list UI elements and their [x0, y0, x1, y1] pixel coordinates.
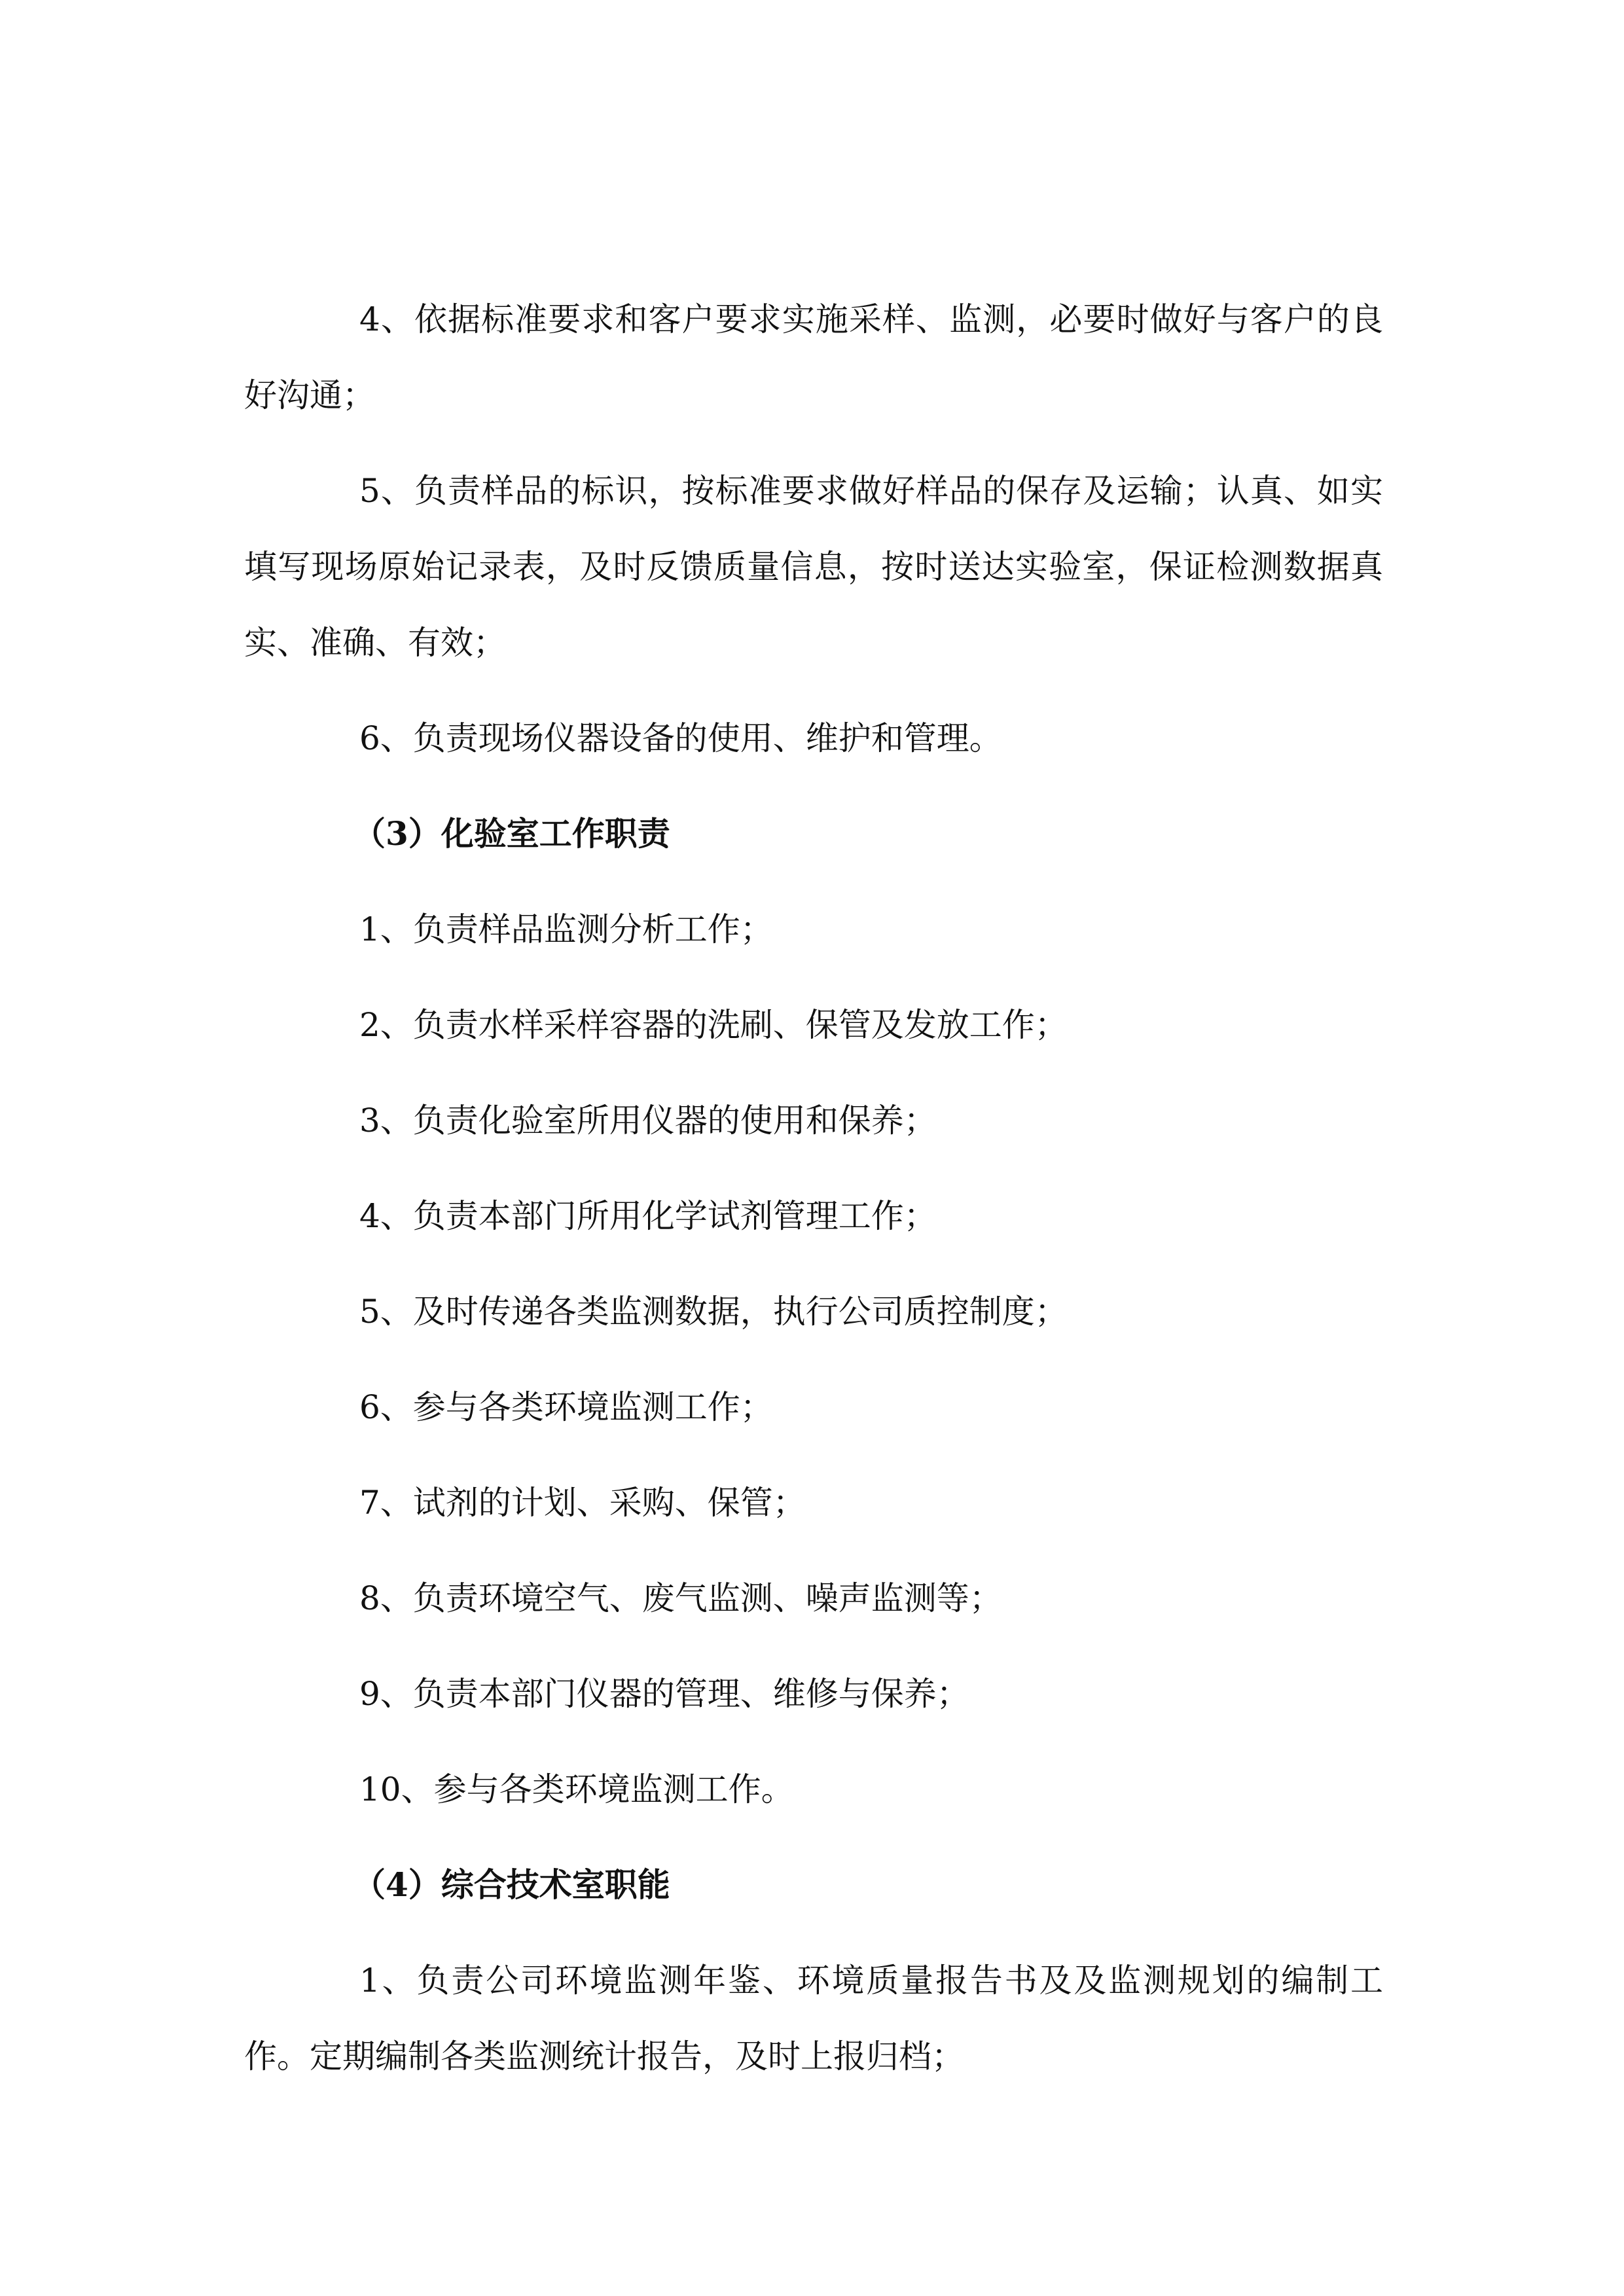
list-item: 10、参与各类环境监测工作。 — [359, 1770, 794, 1808]
list-item: 7、试剂的计划、采购、保管； — [359, 1484, 806, 1522]
paragraph: 5、负责样品的标识，按标准要求做好样品的保存及运输；认真、如实填写现场原始记录表，及时反馈质量信息，按时送达实验室，保证检测数据真实、准确、有效； — [244, 472, 1383, 662]
list-item: 6、参与各类环境监测工作； — [359, 1388, 773, 1426]
list-item: 3、负责化验室所用仪器的使用和保养； — [359, 1102, 937, 1139]
list-item: 8、负责环境空气、废气监测、噪声监测等； — [359, 1579, 1002, 1617]
list-item: 1、负责公司环境监测年鉴、环境质量报告书及及监测规划的编制工作。定期编制各类监测统计报告，及时上报归档； — [244, 1962, 1383, 2075]
list-item: 5、及时传递各类监测数据，执行公司质控制度； — [359, 1293, 1068, 1331]
list-item: 1、负责样品监测分析工作； — [359, 910, 773, 948]
list-item: 9、负责本部门仪器的管理、维修与保养； — [359, 1675, 969, 1713]
paragraph: 6、负责现场仪器设备的使用、维护和管理。 — [359, 719, 1002, 757]
paragraph: 4、依据标准要求和客户要求实施采样、监测，必要时做好与客户的良好沟通； — [244, 300, 1383, 414]
document-body — [244, 281, 1383, 2114]
section-heading-lab-duties: （3）化验室工作职责 — [353, 814, 670, 853]
list-item: 2、负责水样采样容器的洗刷、保管及发放工作； — [359, 1006, 1068, 1044]
section-heading-tech-office: （4）综合技术室职能 — [353, 1865, 670, 1904]
list-item: 4、负责本部门所用化学试剂管理工作； — [359, 1197, 937, 1235]
